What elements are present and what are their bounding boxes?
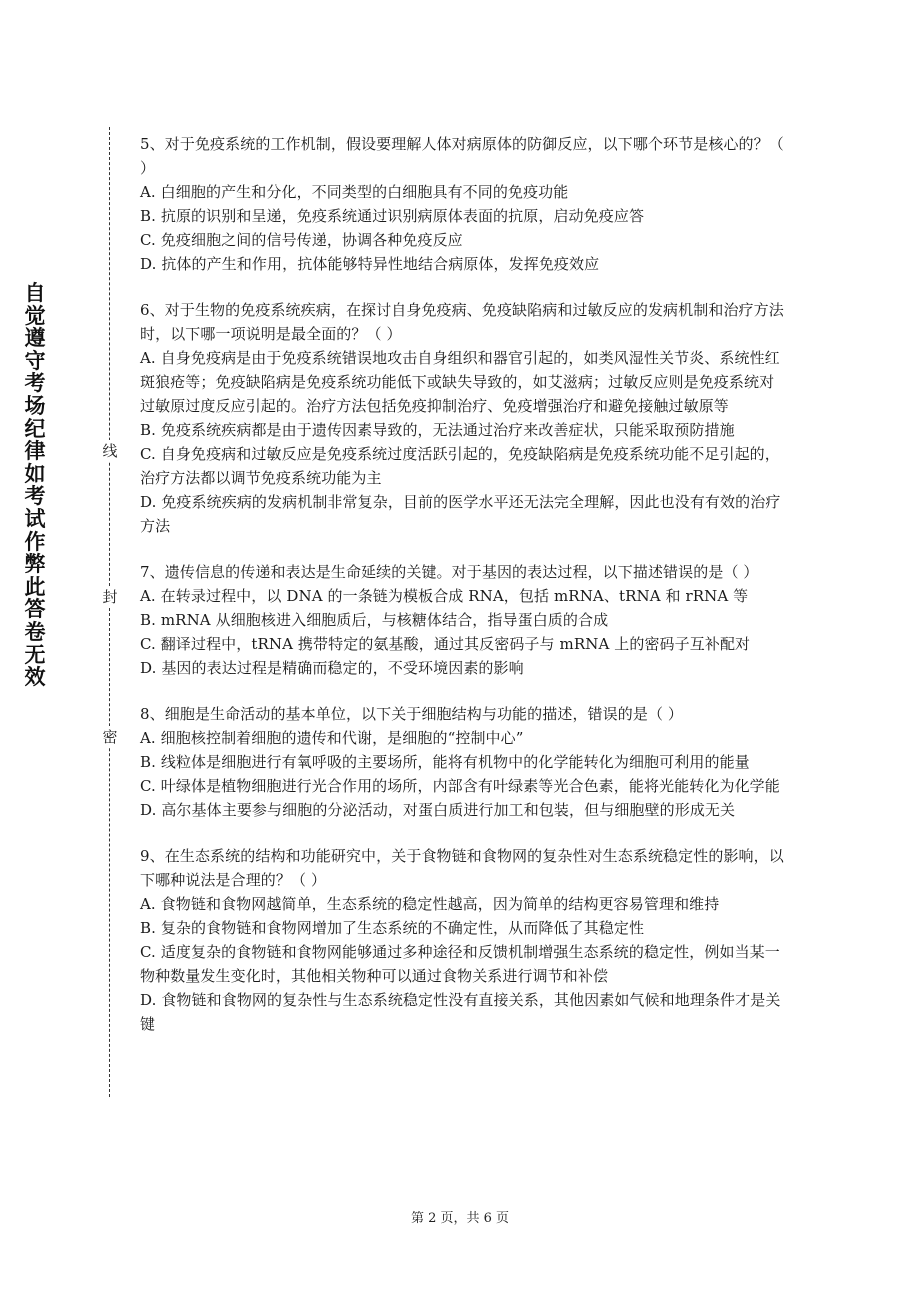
- option-c: C. 翻译过程中，tRNA 携带特定的氨基酸，通过其反密码子与 mRNA 上的密码子互补配对: [140, 635, 751, 653]
- seal-label-secret: 密: [100, 726, 120, 748]
- seal-label-line: 线: [100, 440, 120, 462]
- option-c: C. 叶绿体是植物细胞进行光合作用的场所，内部含有叶绿素等光合色素，能将光能转化为化学能: [140, 777, 780, 795]
- option-d: D. 免疫系统疾病的发病机制非常复杂，目前的医学水平还无法完全理解，因此也没有有效的治疗方法: [140, 493, 781, 535]
- option-a: A. 细胞核控制着细胞的遗传和代谢，是细胞的“控制中心”: [140, 729, 524, 747]
- option-c: C. 免疫细胞之间的信号传递，协调各种免疫反应: [140, 231, 463, 249]
- question-6: [140, 298, 785, 538]
- option-c: C. 适度复杂的食物链和食物网能够通过多种途径和反馈机制增强生态系统的稳定性，例如当某一物种数量发生变化时，其他相关物种可以通过食物关系进行调节和补偿: [140, 943, 780, 985]
- option-b: B. 免疫系统疾病都是由于遗传因素导致的，无法通过治疗来改善症状，只能采取预防措施: [140, 421, 735, 439]
- question-stem: 7、遗传信息的传递和表达是生命延续的关键。对于基因的表达过程，以下描述错误的是（ ）: [140, 563, 759, 581]
- question-stem: 5、对于免疫系统的工作机制，假设要理解人体对病原体的防御反应，以下哪个环节是核心的？（ ）: [140, 135, 784, 177]
- option-a: A. 在转录过程中，以 DNA 的一条链为模板合成 RNA，包括 mRNA、tRNA 和 rRNA 等: [140, 587, 749, 605]
- question-5: [140, 132, 785, 276]
- question-stem: 8、细胞是生命活动的基本单位，以下关于细胞结构与功能的描述，错误的是（ ）: [140, 705, 684, 723]
- seal-label-seal: 封: [100, 586, 120, 608]
- option-c: C. 自身免疫病和过敏反应是免疫系统过度活跃引起的，免疫缺陷病是免疫系统功能不足引起的，治疗方法都以调节免疫系统功能为主: [140, 445, 780, 487]
- seal-cut-line: [109, 127, 110, 1097]
- option-b: B. 抗原的识别和呈递，免疫系统通过识别病原体表面的抗原，启动免疫应答: [140, 207, 645, 225]
- option-d: D. 食物链和食物网的复杂性与生态系统稳定性没有直接关系，其他因素如气候和地理条件才是关键: [140, 991, 781, 1033]
- question-8: [140, 702, 785, 822]
- option-d: D. 高尔基体主要参与细胞的分泌活动，对蛋白质进行加工和包装，但与细胞壁的形成无关: [140, 801, 736, 819]
- question-9: [140, 844, 785, 1036]
- option-a: A. 白细胞的产生和分化，不同类型的白细胞具有不同的免疫功能: [140, 183, 569, 201]
- option-b: B. 线粒体是细胞进行有氧呼吸的主要场所，能将有机物中的化学能转化为细胞可利用的能量: [140, 753, 750, 771]
- question-stem: 6、对于生物的免疫系统疾病，在探讨自身免疫病、免疫缺陷病和过敏反应的发病机制和治疗方法时，以下哪一项说明是最全面的？（ ）: [140, 301, 784, 343]
- option-b: B. mRNA 从细胞核进入细胞质后，与核糖体结合，指导蛋白质的合成: [140, 611, 609, 629]
- option-a: A. 自身免疫病是由于免疫系统错误地攻击自身组织和器官引起的，如类风湿性关节炎、系统性红斑狼疮等；免疫缺陷病是免疫系统功能低下或缺失导致的，如艾滋病；过敏反应则是免疫系统对过敏原过度反应引起的。治疗方法包括免疫抑制治疗、免疫增强治疗和避免接触过敏原等: [140, 349, 780, 415]
- question-list: [140, 132, 785, 1058]
- question-stem: 9、在生态系统的结构和功能研究中，关于食物链和食物网的复杂性对生态系统稳定性的影响，以下哪种说法是合理的？（ ）: [140, 847, 784, 889]
- option-b: B. 复杂的食物链和食物网增加了生态系统的不确定性，从而降低了其稳定性: [140, 919, 645, 937]
- option-d: D. 基因的表达过程是精确而稳定的，不受环境因素的影响: [140, 659, 524, 677]
- option-d: D. 抗体的产生和作用，抗体能够特异性地结合病原体，发挥免疫效应: [140, 255, 600, 273]
- question-7: [140, 560, 785, 680]
- option-a: A. 食物链和食物网越简单，生态系统的稳定性越高，因为简单的结构更容易管理和维持: [140, 895, 720, 913]
- page-number: 第 2 页，共 6 页: [410, 1211, 510, 1226]
- exam-discipline-notice: 自觉遵守考场纪律如考试作弊此答卷无效: [24, 281, 46, 690]
